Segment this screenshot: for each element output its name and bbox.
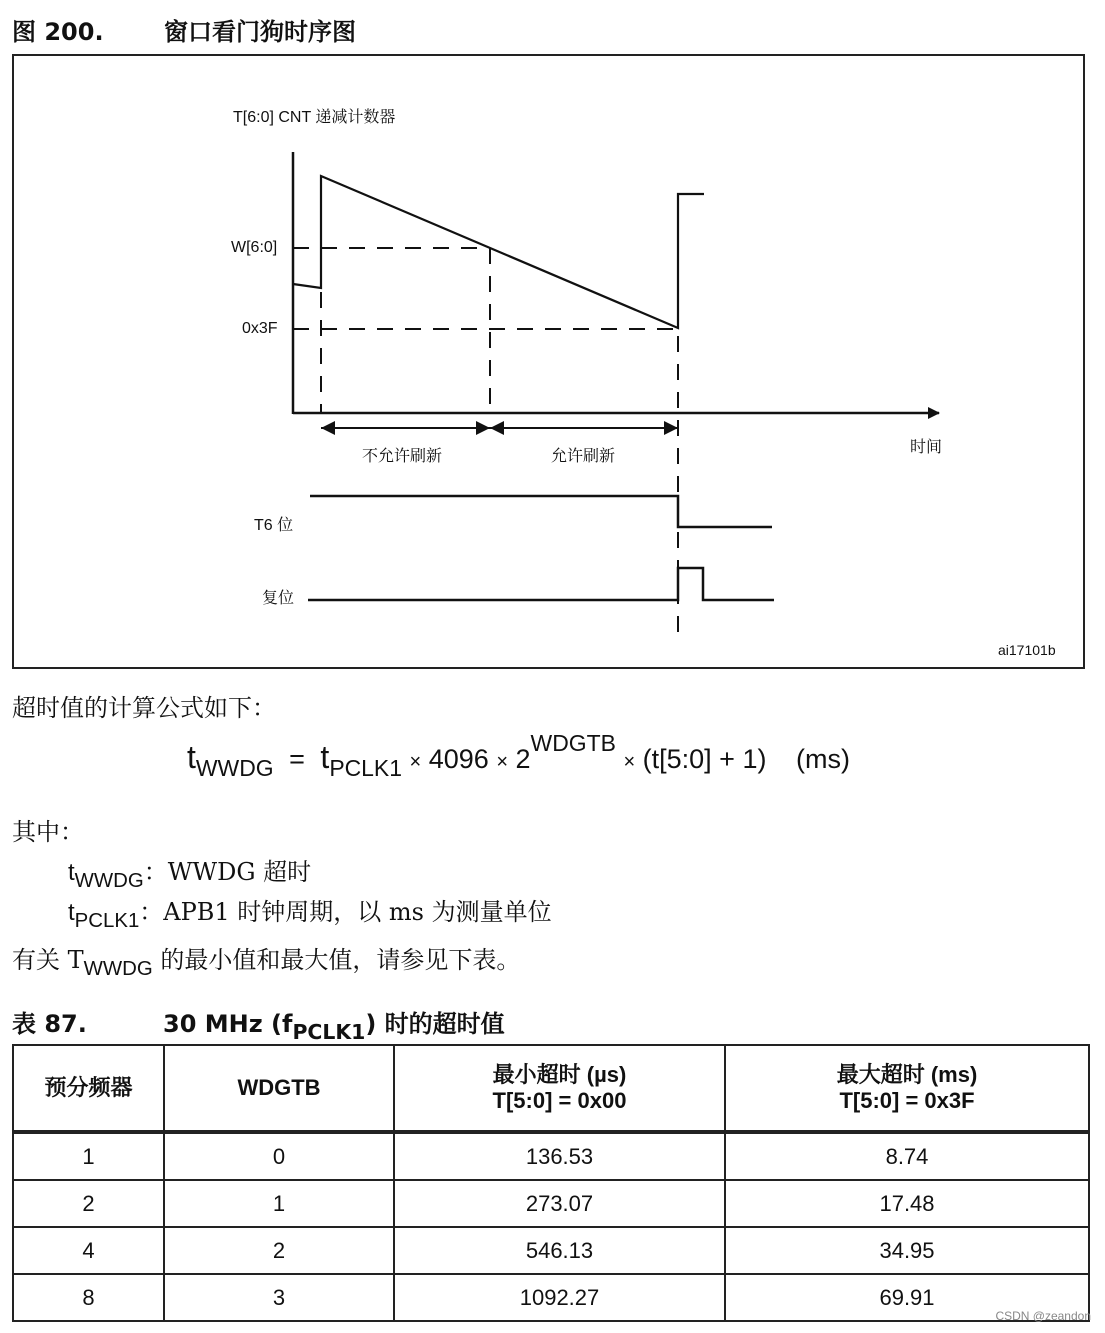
table-header-row: [13, 1045, 1089, 1132]
cell-max-timeout: 34.95: [725, 1227, 1089, 1274]
table-number: 表 87.: [12, 1010, 87, 1038]
where-item-twwdg: $t_{WWDG}$：WWDG 超时: [68, 858, 312, 893]
table-row: [13, 1274, 1089, 1321]
header-wdgtb: WDGTB: [164, 1045, 394, 1132]
table-reference-note: 有关 $T_{WWDG}$ 的最小值和最大值，请参见下表。: [12, 946, 521, 981]
cell-min-timeout: 546.13: [394, 1227, 725, 1274]
level-3f-label: 0x3F: [242, 320, 278, 337]
y-axis-label: T[6:0] CNT 递减计数器: [233, 109, 396, 126]
cell-prescaler: 1: [13, 1132, 164, 1180]
table-title: 30 MHz $(f_{PCLK1})$ 时的超时值: [163, 1010, 505, 1045]
reset-waveform: [308, 568, 774, 600]
cell-prescaler: 8: [13, 1274, 164, 1321]
cell-prescaler: 2: [13, 1180, 164, 1227]
table-row: [13, 1132, 1089, 1180]
header-prescaler: 预分频器: [13, 1045, 164, 1132]
cell-prescaler: 4: [13, 1227, 164, 1274]
formula-intro: 超时值的计算公式如下：: [12, 694, 276, 722]
formula-t2: t: [320, 739, 330, 776]
figure-number: 图 200.: [12, 18, 104, 46]
t6-waveform: [310, 496, 772, 527]
level-w-label: W[6:0]: [231, 239, 278, 256]
counter-waveform: [293, 176, 704, 328]
formula-equals: =: [289, 744, 305, 775]
watermark: CSDN @zeandon: [995, 1309, 1091, 1323]
formula-tail: (t[5:0] + 1): [642, 744, 767, 775]
formula-exp: WDGTB: [530, 730, 616, 756]
cell-min-timeout: 1092.27: [394, 1274, 725, 1321]
t6-label: T6 位: [254, 517, 294, 534]
formula-times-1: ×: [409, 751, 422, 774]
header-min-timeout: 最小超时 (µs) T[5:0] = 0x00: [394, 1045, 725, 1132]
formula-pclk-sub: PCLK1: [329, 755, 402, 782]
time-label: 时间: [910, 439, 943, 456]
where-label: 其中：: [12, 818, 84, 846]
timeout-table: [12, 1044, 1090, 1322]
cell-max-timeout: 8.74: [725, 1132, 1089, 1180]
formula-times-3: ×: [623, 751, 636, 774]
timeout-formula: [187, 730, 850, 782]
formula-wwdg-sub: WWDG: [195, 755, 274, 782]
reset-label: 复位: [262, 590, 295, 607]
cell-min-timeout: 136.53: [394, 1132, 725, 1180]
cell-wdgtb: 2: [164, 1227, 394, 1274]
dashed-guides: [293, 248, 678, 641]
cell-min-timeout: 273.07: [394, 1180, 725, 1227]
formula-times-2: ×: [496, 751, 508, 774]
formula-unit: (ms): [795, 744, 850, 775]
allowed-label: 允许刷新: [551, 448, 616, 465]
figure-title: 窗口看门狗时序图: [164, 18, 356, 46]
diagram-id: ai17101b: [998, 642, 1056, 658]
not-allowed-label: 不允许刷新: [362, 448, 443, 465]
cell-max-timeout: 17.48: [725, 1180, 1089, 1227]
table-row: [13, 1180, 1089, 1227]
timing-diagram: [12, 54, 1085, 669]
header-max-timeout: 最大超时 (ms) T[5:0] = 0x3F: [725, 1045, 1089, 1132]
cell-wdgtb: 1: [164, 1180, 394, 1227]
timing-diagram-svg: [14, 56, 1083, 667]
formula-4096: 4096: [428, 744, 489, 775]
formula-t: t: [187, 739, 196, 776]
cell-max-timeout: 69.91: [725, 1274, 1089, 1321]
cell-wdgtb: 0: [164, 1132, 394, 1180]
formula-two: 2: [515, 744, 531, 775]
table-row: [13, 1227, 1089, 1274]
where-item-tpclk1: $t_{PCLK1}$：APB1 时钟周期，以 ms 为测量单位: [68, 898, 552, 933]
cell-wdgtb: 3: [164, 1274, 394, 1321]
